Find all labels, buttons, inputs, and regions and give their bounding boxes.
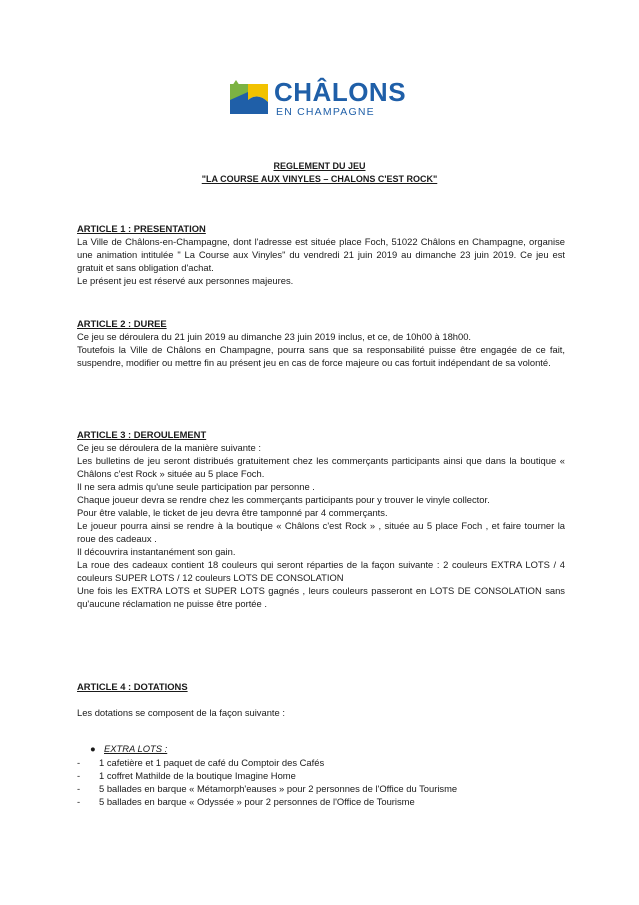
- article-paragraph: Il découvrira instantanément son gain.: [77, 546, 236, 557]
- article-3: [77, 428, 565, 610]
- document-subtitle: "LA COURSE AUX VINYLES – CHALONS C'EST ROCK": [201, 174, 438, 184]
- dotation-category: [90, 742, 167, 755]
- list-item-text: 5 ballades en barque « Métamorph'eauses » pour 2 personnes de l'Office du Tourisme: [99, 783, 458, 794]
- article-paragraph: Ce jeu se déroulera du 21 juin 2019 au dimanche 23 juin 2019 inclus, et ce, de 10h00 à 18h00.: [77, 331, 472, 342]
- article-paragraph: Ce jeu se déroulera de la manière suivante :: [77, 442, 261, 453]
- article-paragraph: Pour être valable, le ticket de jeu devra être tamponné par 4 commerçants.: [77, 507, 388, 518]
- dash-icon: -: [77, 770, 81, 781]
- dotation-list: [77, 756, 577, 808]
- article-paragraph: Les bulletins de jeu seront distribués gratuitement chez les commerçants participants ainsi que dans la boutique « Châlons c'est Rock » située au 5 place Foch.: [77, 455, 565, 479]
- article-paragraph: Chaque joueur devra se rendre chez les commerçants participants pour y trouver le vinyle collector.: [77, 494, 490, 505]
- list-item: [77, 769, 577, 782]
- article-heading: ARTICLE 3 : DEROULEMENT: [77, 429, 207, 440]
- article-paragraph: La roue des cadeaux contient 18 couleurs qui seront réparties de la façon suivante : 2 couleurs EXTRA LOTS / 4 couleurs SUPER LOTS / 12 couleurs LOTS DE CONSOLATION: [77, 559, 565, 583]
- bullet-icon: ●: [90, 743, 96, 754]
- dash-icon: -: [77, 757, 81, 768]
- article-paragraph: Le présent jeu est réservé aux personnes majeures.: [77, 275, 294, 286]
- document-title: REGLEMENT DU JEU: [273, 161, 366, 171]
- list-item: [77, 756, 577, 769]
- list-item: [77, 795, 577, 808]
- list-item: [77, 782, 577, 795]
- article-paragraph: La Ville de Châlons-en-Champagne, dont l'adresse est située place Foch, 51022 Châlons en Champagne, organise une animation intitulée " La Course aux Vinyles" du vendredi 21 juin 2019 au dimanche 23 juin 2019. Ce jeu est gratuit et sans obligation d'achat.: [77, 236, 565, 273]
- chalons-logo: [228, 78, 418, 124]
- article-paragraph: Le joueur pourra ainsi se rendre à la boutique « Châlons c'est Rock » , située au 5 place Foch , et faire tourner la roue des cadeaux .: [77, 520, 565, 544]
- article-paragraph: Une fois les EXTRA LOTS et SUPER LOTS gagnés , leurs couleurs passeront en LOTS DE CONSOLATION sans qu'aucune réclamation ne puisse être portée .: [77, 585, 565, 609]
- list-item-text: 1 coffret Mathilde de la boutique Imagine Home: [99, 770, 296, 781]
- city-emblem-icon: [228, 78, 270, 120]
- list-item-text: 5 ballades en barque « Odyssée » pour 2 personnes de l'Office de Tourisme: [99, 796, 415, 807]
- dash-icon: -: [77, 783, 81, 794]
- article-paragraph: Il ne sera admis qu'une seule participation par personne .: [77, 481, 315, 492]
- article-4: [77, 680, 565, 719]
- dotation-category-label: EXTRA LOTS :: [104, 743, 168, 754]
- article-heading: ARTICLE 2 : DUREE: [77, 318, 167, 329]
- article-1: [77, 222, 565, 287]
- article-heading: ARTICLE 1 : PRESENTATION: [77, 223, 206, 234]
- article-paragraph: Les dotations se composent de la façon suivante :: [77, 707, 285, 718]
- article-2: [77, 317, 565, 369]
- dash-icon: -: [77, 796, 81, 807]
- logo-name: CHÂLONS: [274, 77, 407, 107]
- article-heading: ARTICLE 4 : DOTATIONS: [77, 681, 188, 692]
- logo-subtitle: EN CHAMPAGNE: [276, 106, 375, 118]
- article-paragraph: Toutefois la Ville de Châlons en Champagne, pourra sans que sa responsabilité puisse être engagée de ce fait, suspendre, modifier ou mettre fin au présent jeu en cas de force majeure ou cas fortuit indépendant de sa volonté.: [77, 344, 565, 368]
- list-item-text: 1 cafetière et 1 paquet de café du Comptoir des Cafés: [99, 757, 325, 768]
